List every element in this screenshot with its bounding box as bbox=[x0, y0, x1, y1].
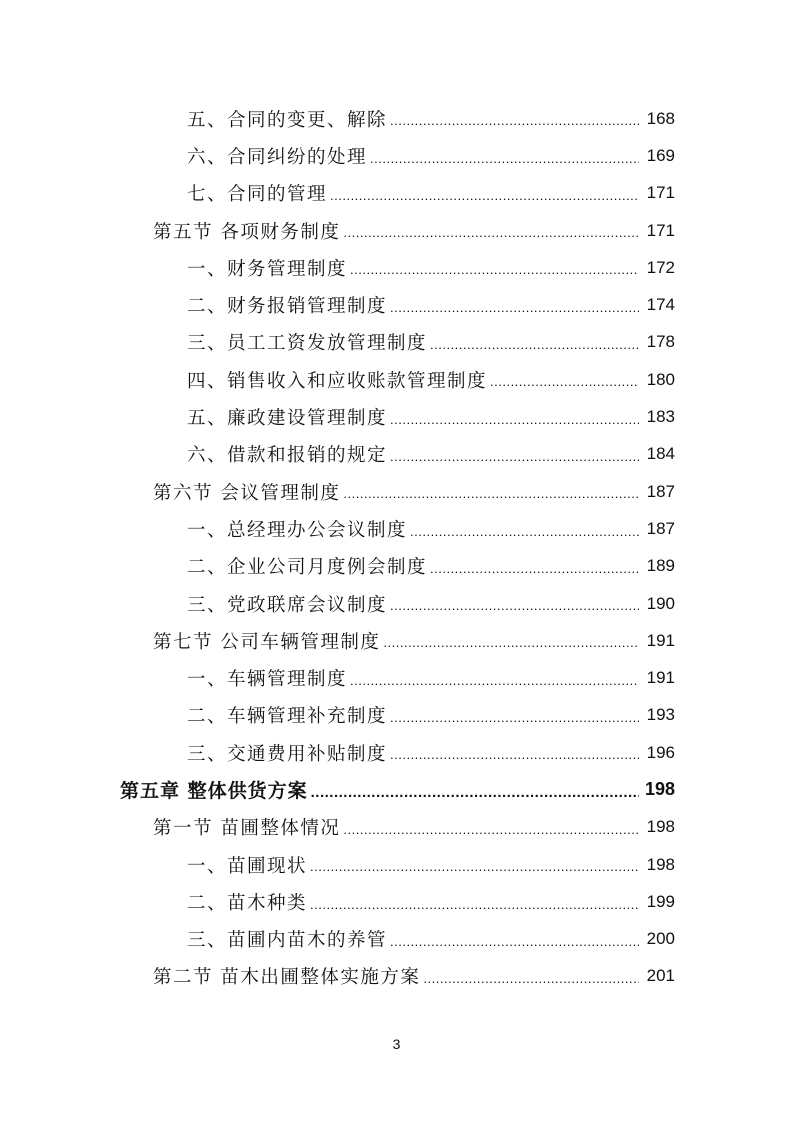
toc-entry-title: 三、交通费用补贴制度 bbox=[187, 743, 388, 765]
toc-entry-page: 199 bbox=[646, 891, 675, 911]
toc-dot-leader bbox=[390, 300, 639, 324]
toc-entry-title: 第一节 苗圃整体情况 bbox=[153, 818, 341, 840]
toc-entry[interactable] bbox=[0, 286, 793, 323]
toc-section-entry[interactable] bbox=[0, 958, 793, 995]
toc-entry-title: 五、廉政建设管理制度 bbox=[187, 408, 388, 430]
toc-entry-page: 198 bbox=[646, 817, 675, 837]
toc-entry-page: 187 bbox=[646, 481, 675, 501]
toc-section-entry[interactable] bbox=[0, 473, 793, 510]
toc-dot-leader bbox=[383, 635, 639, 659]
toc-entry-page: 198 bbox=[644, 779, 675, 800]
toc-entry-page: 191 bbox=[646, 668, 675, 688]
toc-entry[interactable] bbox=[0, 510, 793, 547]
toc-entry-title: 二、企业公司月度例会制度 bbox=[187, 557, 428, 579]
toc-entry-page: 198 bbox=[646, 854, 675, 874]
toc-dot-leader bbox=[423, 971, 639, 995]
toc-entry-page: 178 bbox=[646, 332, 675, 352]
toc-section-entry[interactable] bbox=[0, 809, 793, 846]
toc-entry[interactable] bbox=[0, 249, 793, 286]
toc-entry-page: 183 bbox=[646, 407, 675, 427]
toc-dot-leader bbox=[310, 859, 639, 883]
toc-dot-leader bbox=[343, 486, 639, 510]
toc-entry-title: 二、财务报销管理制度 bbox=[187, 296, 388, 318]
toc-dot-leader bbox=[350, 262, 639, 286]
toc-entry-title: 三、党政联席会议制度 bbox=[187, 594, 388, 616]
toc-entry[interactable] bbox=[0, 585, 793, 622]
toc-entry[interactable] bbox=[0, 697, 793, 734]
toc-entry-page: 191 bbox=[646, 630, 675, 650]
toc-entry-title: 五、合同的变更、解除 bbox=[187, 109, 388, 131]
toc-dot-leader bbox=[311, 784, 639, 809]
toc-dot-leader bbox=[410, 524, 639, 548]
toc-entry-title: 六、借款和报销的规定 bbox=[187, 445, 388, 467]
toc-entry-page: 171 bbox=[646, 183, 675, 203]
toc-entry-page: 187 bbox=[646, 518, 675, 538]
toc-dot-leader bbox=[350, 673, 639, 697]
toc-entry-title: 七、合同的管理 bbox=[187, 184, 328, 206]
toc-entry[interactable] bbox=[0, 175, 793, 212]
toc-entry-page: 190 bbox=[646, 593, 675, 613]
toc-entry-title: 第六节 会议管理制度 bbox=[153, 482, 341, 504]
toc-entry-page: 168 bbox=[646, 108, 675, 128]
toc-dot-leader bbox=[390, 747, 639, 771]
toc-entry[interactable] bbox=[0, 921, 793, 958]
toc-entry-title: 第七节 公司车辆管理制度 bbox=[153, 631, 381, 653]
toc-dot-leader bbox=[310, 897, 639, 921]
toc-dot-leader bbox=[430, 561, 639, 585]
toc-dot-leader bbox=[330, 188, 639, 212]
toc-dot-leader bbox=[430, 337, 639, 361]
toc-entry[interactable] bbox=[0, 548, 793, 585]
toc-entry-title: 一、苗圃现状 bbox=[187, 855, 308, 877]
toc-entry[interactable] bbox=[0, 883, 793, 920]
toc-entry[interactable] bbox=[0, 436, 793, 473]
toc-entry-title: 一、总经理办公会议制度 bbox=[187, 519, 408, 541]
toc-dot-leader bbox=[390, 113, 639, 137]
toc-entry[interactable] bbox=[0, 734, 793, 771]
table-of-contents bbox=[0, 100, 793, 995]
toc-entry-page: 172 bbox=[646, 257, 675, 277]
toc-entry-title: 三、员工工资发放管理制度 bbox=[187, 333, 428, 355]
toc-entry-title: 第五节 各项财务制度 bbox=[153, 221, 341, 243]
toc-entry-page: 184 bbox=[646, 444, 675, 464]
toc-entry-title: 一、车辆管理制度 bbox=[187, 669, 348, 691]
toc-dot-leader bbox=[343, 225, 639, 249]
toc-entry-title: 第二节 苗木出圃整体实施方案 bbox=[153, 967, 421, 989]
toc-entry[interactable] bbox=[0, 137, 793, 174]
toc-entry[interactable] bbox=[0, 659, 793, 696]
toc-entry-title: 四、销售收入和应收账款管理制度 bbox=[187, 370, 488, 392]
toc-dot-leader bbox=[343, 822, 639, 846]
toc-dot-leader bbox=[390, 710, 639, 734]
toc-entry-title: 六、合同纠纷的处理 bbox=[187, 146, 368, 168]
toc-dot-leader bbox=[390, 934, 639, 958]
toc-dot-leader bbox=[390, 412, 639, 436]
toc-chapter-entry[interactable] bbox=[0, 771, 793, 808]
toc-section-entry[interactable] bbox=[0, 212, 793, 249]
toc-entry-title: 第五章 整体供货方案 bbox=[120, 780, 308, 803]
toc-dot-leader bbox=[390, 598, 639, 622]
toc-entry-title: 一、财务管理制度 bbox=[187, 258, 348, 280]
toc-dot-leader bbox=[390, 449, 639, 473]
toc-entry-page: 189 bbox=[646, 556, 675, 576]
toc-entry-title: 二、车辆管理补充制度 bbox=[187, 706, 388, 728]
toc-entry-page: 171 bbox=[646, 220, 675, 240]
toc-entry-title: 二、苗木种类 bbox=[187, 892, 308, 914]
toc-section-entry[interactable] bbox=[0, 622, 793, 659]
toc-entry-page: 193 bbox=[646, 705, 675, 725]
toc-entry[interactable] bbox=[0, 398, 793, 435]
toc-entry-page: 196 bbox=[646, 742, 675, 762]
toc-entry-page: 201 bbox=[646, 966, 675, 986]
toc-entry[interactable] bbox=[0, 100, 793, 137]
page-number: 3 bbox=[392, 1036, 401, 1052]
toc-dot-leader bbox=[490, 374, 639, 398]
toc-entry-page: 180 bbox=[646, 369, 675, 389]
toc-dot-leader bbox=[370, 151, 639, 175]
toc-entry-page: 174 bbox=[646, 295, 675, 315]
toc-entry-title: 三、苗圃内苗木的养管 bbox=[187, 930, 388, 952]
toc-entry-page: 200 bbox=[646, 929, 675, 949]
toc-entry[interactable] bbox=[0, 324, 793, 361]
toc-entry[interactable] bbox=[0, 361, 793, 398]
toc-entry[interactable] bbox=[0, 846, 793, 883]
toc-entry-page: 169 bbox=[646, 145, 675, 165]
